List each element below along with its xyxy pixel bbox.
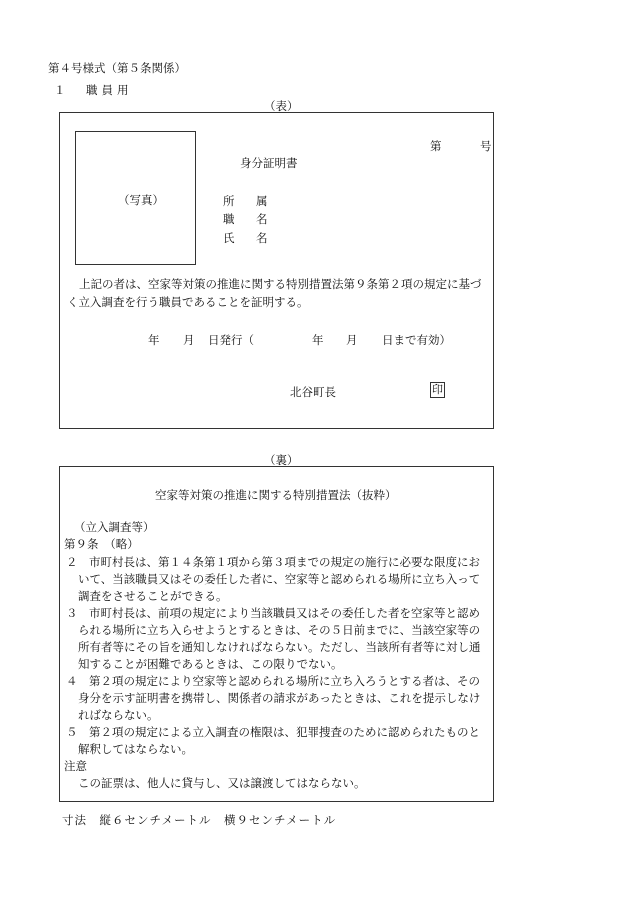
item4-line1: ４ 第２項の規定により空家等と認められる場所に立ち入ろうとする者は、その xyxy=(66,674,480,688)
seal-mark: 印 xyxy=(432,383,443,396)
field-title-a: 職 xyxy=(223,212,235,226)
field-name-a: 氏 xyxy=(223,231,235,245)
note-label: 注意 xyxy=(64,759,87,773)
field-affiliation-b: 属 xyxy=(256,194,268,208)
front-card xyxy=(59,112,494,429)
section-label: 職員用 xyxy=(86,83,133,97)
item4-line2: 身分を示す証明書を携帯し、関係者の請求があったときは、これを提示しなけ xyxy=(78,691,481,705)
section-number: １ xyxy=(54,83,66,97)
item4-line3: ればならない。 xyxy=(78,708,159,722)
back-card xyxy=(59,466,494,802)
item3-line2: られる場所に立ち入らせようとするときは、その５日前までに、当該空家等の xyxy=(78,623,481,637)
card-dimensions: 寸法 縦６センチメートル 横９センチメートル xyxy=(62,813,337,827)
valid-until: 日まで有効） xyxy=(382,333,451,347)
number-go: 号 xyxy=(480,139,492,153)
valid-year: 年 xyxy=(312,333,324,347)
note-text: この証票は、他人に貸与し、又は譲渡してはならない。 xyxy=(78,776,366,790)
item5-line1: ５ 第２項の規定による立入調査の権限は、犯罪捜査のために認められたものと xyxy=(66,725,480,739)
back-side-label: （裏） xyxy=(264,453,299,467)
valid-month: 月 xyxy=(346,333,358,347)
mayor-title: 北谷町長 xyxy=(290,385,336,399)
article-number: 第９条 （略） xyxy=(64,537,139,551)
certify-line2: く立入調査を行う職員であることを証明する。 xyxy=(67,295,309,309)
item3-line1: ３ 市町村長は、前項の規定により当該職員又はその委任した者を空家等と認め xyxy=(66,606,480,620)
certify-line1: 上記の者は、空家等対策の推進に関する特別措置法第９条第２項の規定に基づ xyxy=(79,277,482,291)
field-affiliation-a: 所 xyxy=(223,194,235,208)
number-dai: 第 xyxy=(430,139,442,153)
item5-line2: 解釈してはならない。 xyxy=(78,742,193,756)
item3-line3: 所有者等にその旨を通知しなければならない。ただし、当該所有者等に対し通 xyxy=(78,640,481,654)
front-side-label: （表） xyxy=(264,99,299,113)
certificate-title: 身分証明書 xyxy=(240,156,298,170)
item3-line4: 知することが困難であるときは、この限りでない。 xyxy=(78,657,343,671)
issue-month: 月 xyxy=(183,333,195,347)
item2-line3: 調査をさせることができる。 xyxy=(78,589,228,603)
photo-area xyxy=(75,131,196,265)
photo-label: （写真） xyxy=(118,193,164,207)
item2-line1: ２ 市町村長は、第１４条第１項から第３項までの規定の施行に必要な限度にお xyxy=(66,555,480,569)
issue-year: 年 xyxy=(148,333,160,347)
section-heading: （立入調査等） xyxy=(74,520,155,534)
law-title: 空家等対策の推進に関する特別措置法（抜粋） xyxy=(155,488,397,502)
form-title: 第４号様式（第５条関係） xyxy=(48,61,186,75)
field-name-b: 名 xyxy=(256,231,268,245)
issue-day: 日発行（ xyxy=(208,333,254,347)
item2-line2: いて、当該職員又はその委任した者に、空家等と認められる場所に立ち入って xyxy=(78,572,481,586)
field-title-b: 名 xyxy=(256,212,268,226)
